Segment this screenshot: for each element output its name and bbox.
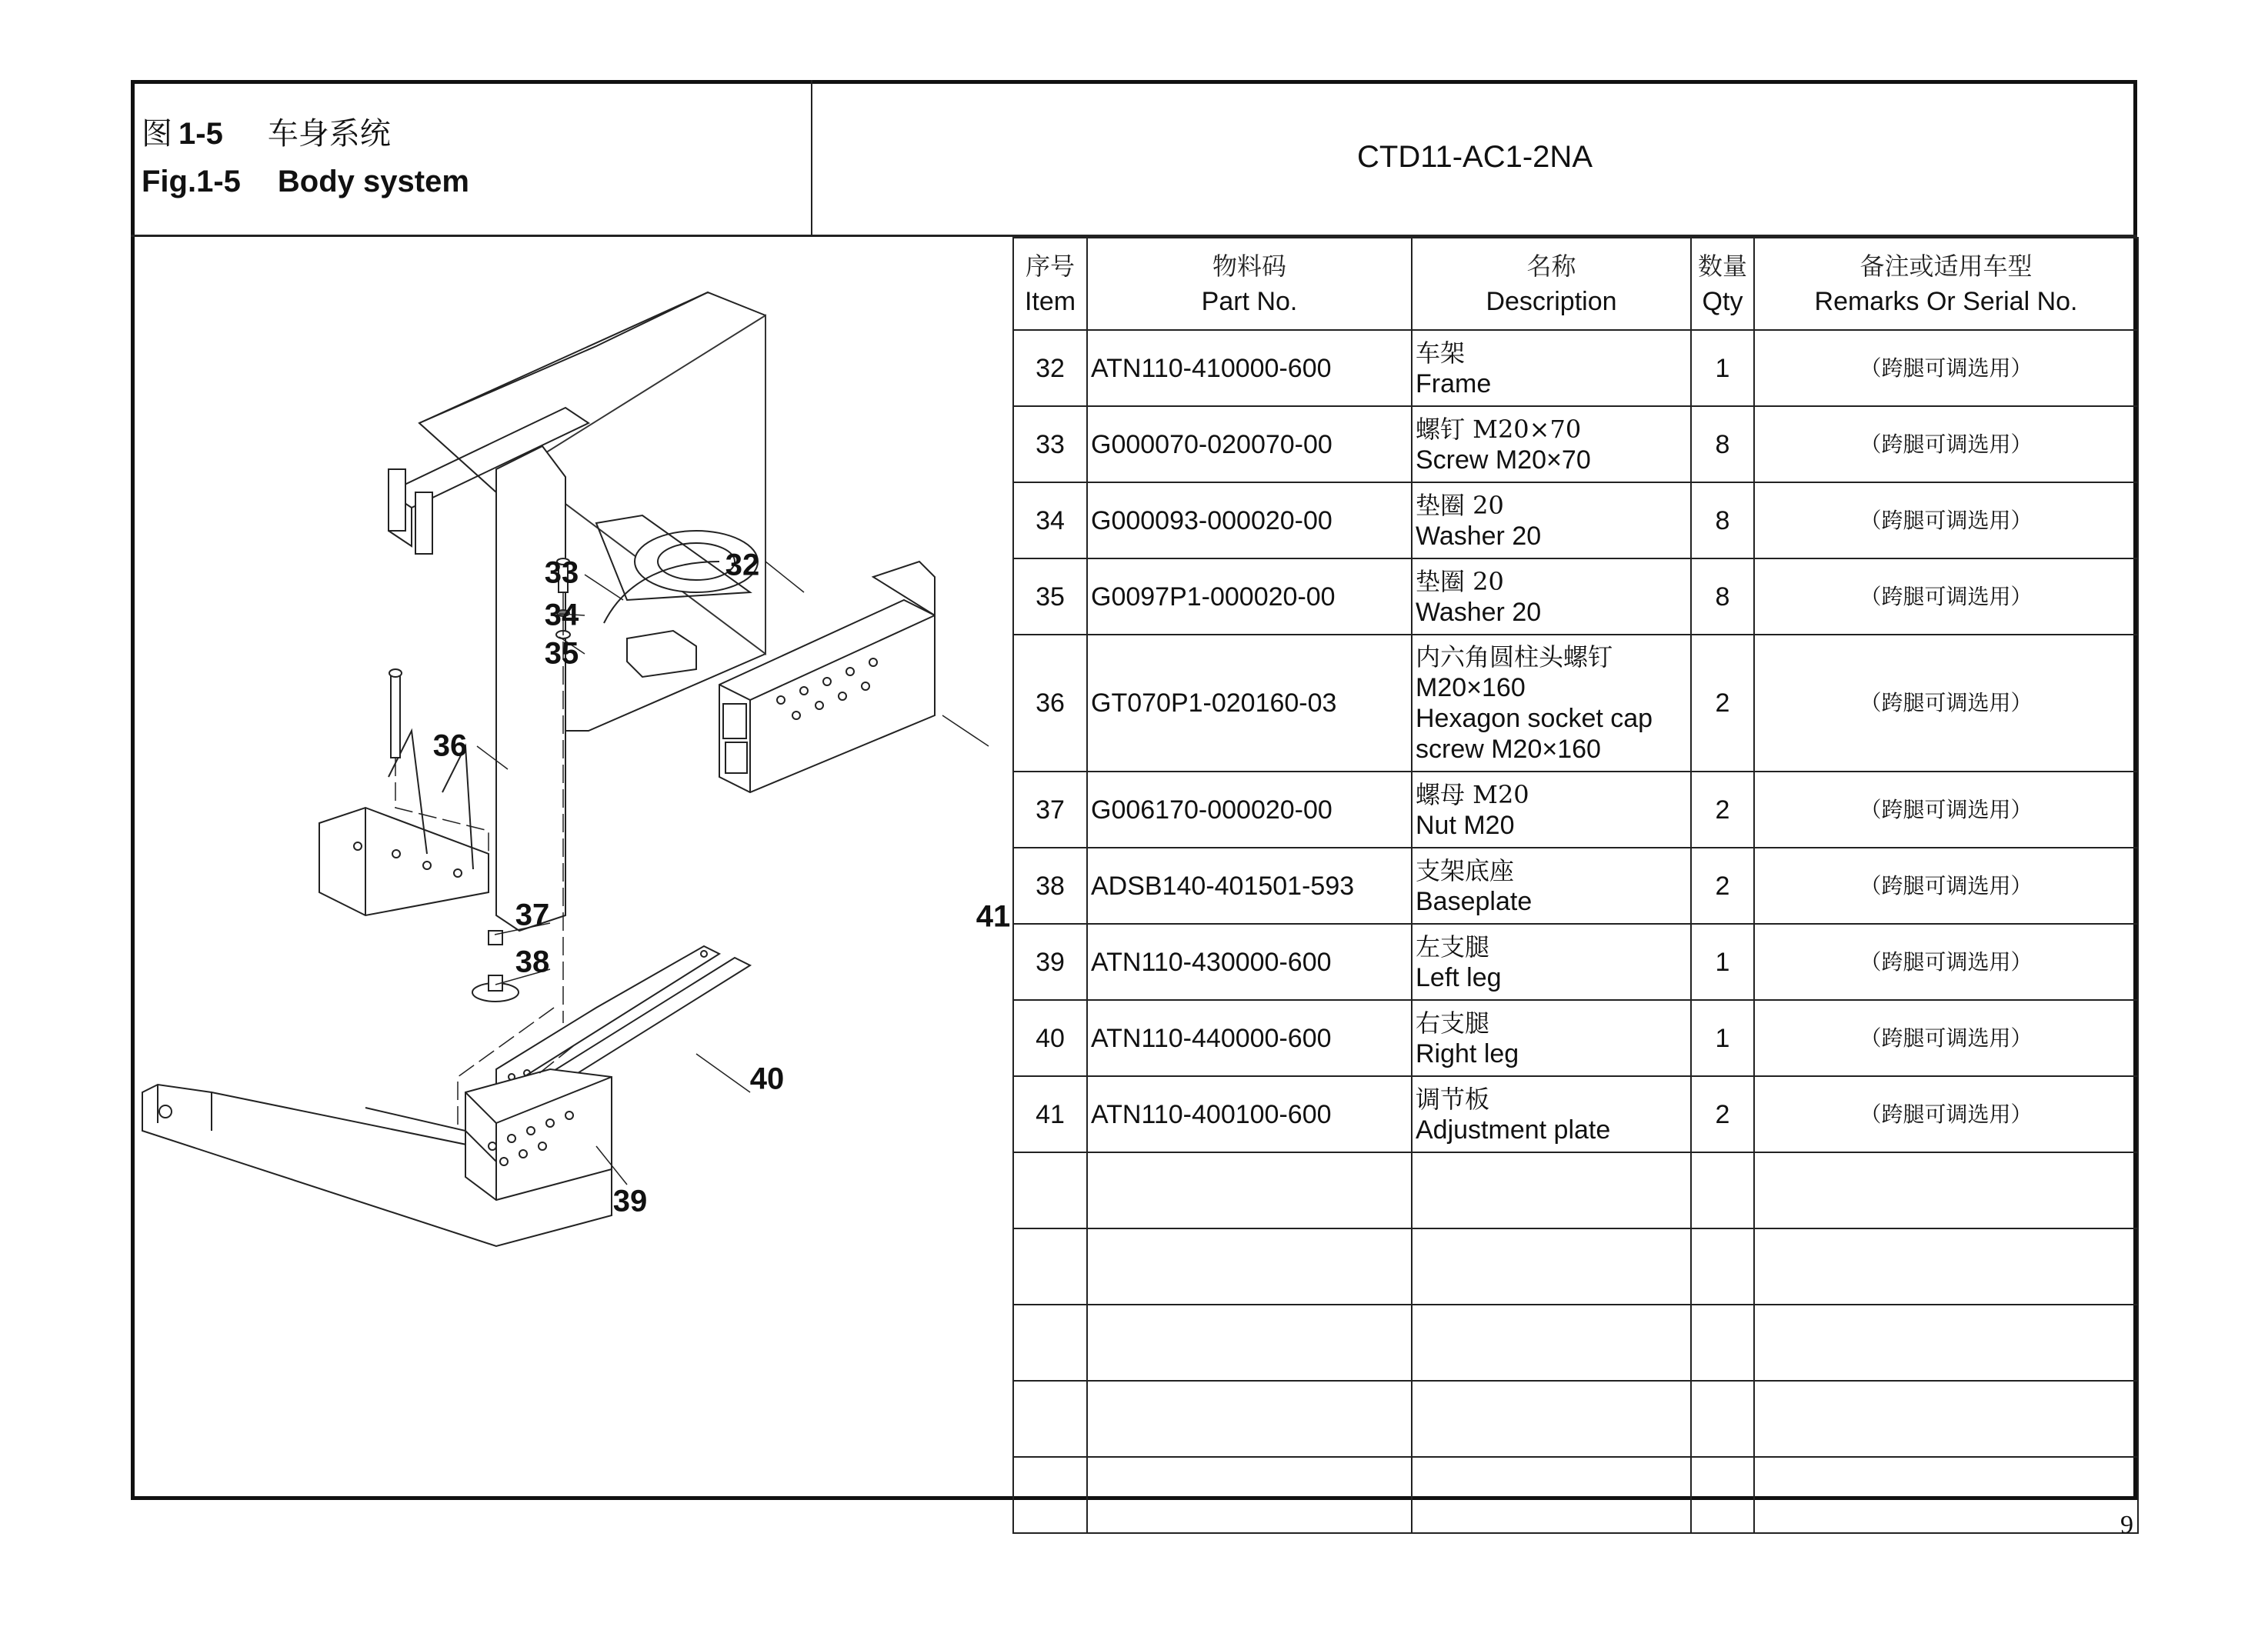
table-row [1013,635,2138,772]
cell-remarks: （跨腿可调选用） [1754,772,2138,848]
cell-qty: 8 [1691,482,1754,558]
callout-33: 33 [544,555,579,590]
cell-qty: 8 [1691,558,1754,635]
cell-qty: 1 [1691,1000,1754,1076]
cell-remarks: （跨腿可调选用） [1754,1076,2138,1152]
figure-name-en: Body system [277,165,469,198]
cell-item: 32 [1013,330,1087,406]
exploded-diagram [135,238,1012,1496]
page-number: 9 [2120,1511,2133,1539]
table-row [1013,848,2138,924]
table-row-empty [1013,1305,2138,1381]
cell-remarks: （跨腿可调选用） [1754,330,2138,406]
header-qty: 数量 Qty [1691,238,1754,330]
cell-part-no: GT070P1-020160-03 [1087,635,1412,772]
cell-item: 39 [1013,924,1087,1000]
table-row-empty [1013,1228,2138,1305]
cell-remarks: （跨腿可调选用） [1754,482,2138,558]
table-row [1013,406,2138,482]
cell-item: 41 [1013,1076,1087,1152]
cell-qty: 2 [1691,848,1754,924]
callout-34: 34 [544,598,579,632]
cell-item: 37 [1013,772,1087,848]
figure-title-block [131,80,812,237]
cell-item: 33 [1013,406,1087,482]
figure-name-cn: 车身系统 [267,116,391,152]
cell-description: 左支腿 Left leg [1412,924,1691,1000]
cell-remarks: （跨腿可调选用） [1754,924,2138,1000]
cell-part-no: G006170-000020-00 [1087,772,1412,848]
cell-item: 34 [1013,482,1087,558]
figure-number: 1-5 [178,117,223,151]
cell-remarks: （跨腿可调选用） [1754,1000,2138,1076]
model-code: CTD11-AC1-2NA [1357,140,1593,174]
cell-part-no: G000093-000020-00 [1087,482,1412,558]
body-system-drawing-icon [135,238,1012,1496]
figure-title-en [142,163,469,200]
table-header-row [1013,238,2138,330]
cell-remarks: （跨腿可调选用） [1754,558,2138,635]
cell-description: 螺钉 M20×70 Screw M20×70 [1412,406,1691,482]
cell-qty: 1 [1691,330,1754,406]
callout-35: 35 [544,636,579,671]
figure-prefix-cn: 图 [142,117,172,151]
cell-description: 垫圈 20 Washer 20 [1412,482,1691,558]
table-row [1013,330,2138,406]
cell-qty: 2 [1691,772,1754,848]
table-row [1013,772,2138,848]
cell-part-no: ATN110-440000-600 [1087,1000,1412,1076]
table-row-empty [1013,1152,2138,1228]
parts-table [1012,237,2139,1534]
cell-description: 垫圈 20 Washer 20 [1412,558,1691,635]
table-row [1013,482,2138,558]
table-row-empty [1013,1381,2138,1457]
cell-item: 40 [1013,1000,1087,1076]
table-row [1013,1000,2138,1076]
callout-39: 39 [612,1184,648,1218]
header-part-no: 物料码 Part No. [1087,238,1412,330]
cell-description: 调节板 Adjustment plate [1412,1076,1691,1152]
header-item: 序号 Item [1013,238,1087,330]
cell-description: 内六角圆柱头螺钉 M20×160 Hexagon socket cap screw M20×160 [1412,635,1691,772]
callout-41: 41 [976,899,1011,934]
callout-36: 36 [432,728,468,763]
cell-part-no: G0097P1-000020-00 [1087,558,1412,635]
header-description: 名称 Description [1412,238,1691,330]
table-row [1013,1076,2138,1152]
callout-38: 38 [515,945,550,979]
cell-item: 38 [1013,848,1087,924]
figure-prefix-en: Fig.1-5 [142,165,241,198]
cell-remarks: （跨腿可调选用） [1754,406,2138,482]
model-block [812,80,2137,237]
header-remarks: 备注或适用车型 Remarks Or Serial No. [1754,238,2138,330]
cell-description: 车架 Frame [1412,330,1691,406]
callout-37: 37 [515,898,550,932]
cell-part-no: ADSB140-401501-593 [1087,848,1412,924]
table-row-empty [1013,1457,2138,1533]
table-row [1013,558,2138,635]
cell-item: 36 [1013,635,1087,772]
figure-title-cn [142,115,391,152]
cell-description: 支架底座 Baseplate [1412,848,1691,924]
cell-remarks: （跨腿可调选用） [1754,635,2138,772]
cell-item: 35 [1013,558,1087,635]
cell-part-no: ATN110-430000-600 [1087,924,1412,1000]
callout-32: 32 [725,548,760,582]
cell-part-no: ATN110-410000-600 [1087,330,1412,406]
cell-qty: 1 [1691,924,1754,1000]
cell-qty: 2 [1691,1076,1754,1152]
cell-qty: 8 [1691,406,1754,482]
cell-part-no: ATN110-400100-600 [1087,1076,1412,1152]
cell-qty: 2 [1691,635,1754,772]
cell-description: 螺母 M20 Nut M20 [1412,772,1691,848]
callout-40: 40 [749,1062,785,1096]
cell-description: 右支腿 Right leg [1412,1000,1691,1076]
cell-part-no: G000070-020070-00 [1087,406,1412,482]
table-row [1013,924,2138,1000]
cell-remarks: （跨腿可调选用） [1754,848,2138,924]
